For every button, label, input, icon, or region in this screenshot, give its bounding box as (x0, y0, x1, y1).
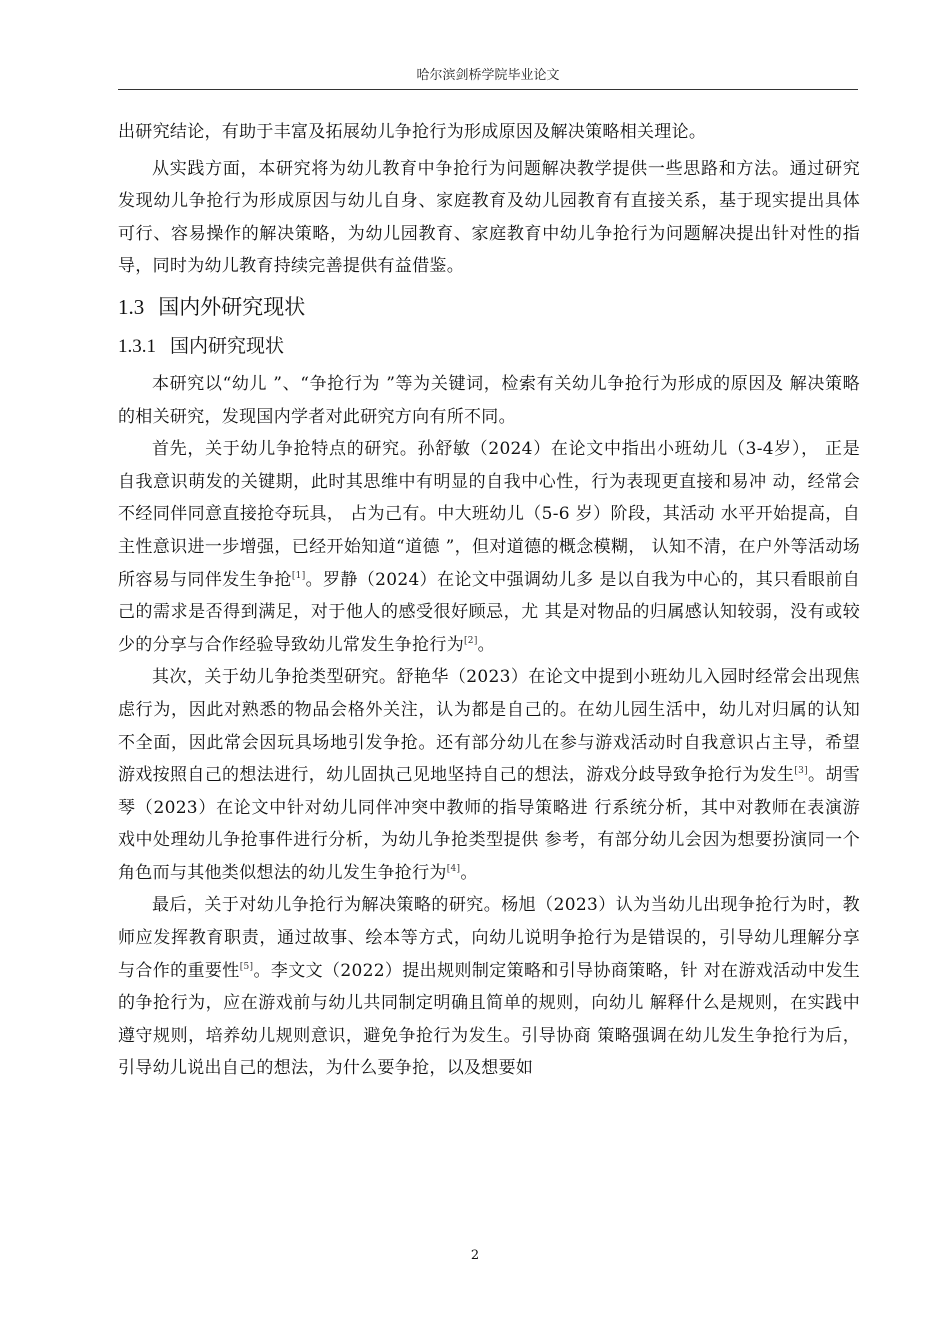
citation-3: [3] (794, 766, 808, 777)
text-span: 。罗静（2024）在论文中强调幼儿多 是以自我为中心的，其只看眼前自己的需求是否得到满足，对于他人的感受很好顾忌，尤 其是对物品的归属感认知较弱，没有或较少的分享与合作经验导致幼儿常发生争抢行为 (118, 569, 861, 655)
citation-5: [5] (239, 961, 254, 972)
subsection-number: 1.3.1 (118, 335, 156, 357)
subsection-heading-1-3-1 (118, 331, 860, 358)
text-span: 最后，关于对幼儿争抢行为解决策略的研究。杨旭（2023）认为当幼儿出现争抢行为时，教师应发挥教育职责，通过故事、绘本等方式，向幼儿说明争抢行为是错误的，引导幼儿理解分享与合作的重要性 (118, 895, 860, 981)
text-span: 。胡雪琴（2023）在论文中针对幼儿同伴冲突中教师的指导策略进 行系统分析，其中对教师在表演游戏中处理幼儿争抢事件进行分析，为幼儿争抢类型提供 参考，有部分幼儿会因为想要扮演同一个角色而与其他类似想法的幼儿发生争抢行为 (118, 765, 860, 883)
section-heading-1-3 (118, 291, 860, 321)
paragraph-theory-cont: 出研究结论，有助于丰富及拓展幼儿争抢行为形成原因及解决策略相关理论。 (118, 122, 707, 142)
section-number: 1.3 (118, 294, 145, 319)
paragraph-types (118, 661, 860, 889)
text-span: 。 (460, 862, 478, 883)
citation-1: [1] (291, 570, 306, 581)
text-span: 首先，关于幼儿争抢特点的研究。孙舒敏（2024）在论文中指出小班幼儿（3-4岁）， 正是自我意识萌发的关键期，此时其思维中有明显的自我中心性，行为表现更直接和易冲 动，经常会不经同伴同意直接抢夺玩具， 占为己有。中大班幼儿（5-6 岁）阶段，其活动 水平开始提高，自主性意识进一步增强，已经开始知道“道德 ”，但对道德的概念模糊， 认知不清，在户外等活动场所容易与同伴发生争抢 (118, 439, 860, 590)
page-number: 2 (470, 1248, 480, 1263)
section-title: 国内外研究现状 (158, 294, 306, 319)
paragraph-characteristics (118, 433, 860, 661)
running-header: 哈尔滨剑桥学院毕业论文 (118, 64, 858, 90)
citation-2: [2] (464, 635, 478, 646)
paragraph-keywords: 本研究以“幼儿 ”、“争抢行为 ”等为关键词，检索有关幼儿争抢行为形成的原因及 解决策略的相关研究，发现国内学者对此研究方向有所不同。 (118, 373, 860, 427)
paragraph-practice: 从实践方面，本研究将为幼儿教育中争抢行为问题解决教学提供一些思路和方法。通过研究发现幼儿争抢行为形成原因与幼儿自身、家庭教育及幼儿园教育有直接关系，基于现实提出具体可行、容易操作的解决策略，为幼儿园教育、家庭教育中幼儿争抢行为问题解决提出针对性的指导，同时为幼儿教育持续完善提供有益借鉴。 (118, 158, 860, 277)
text-span: 。 (477, 634, 495, 655)
citation-4: [4] (446, 863, 461, 874)
subsection-title: 国内研究现状 (170, 334, 285, 357)
paragraph-strategies (118, 889, 860, 1085)
text-span: 其次，关于幼儿争抢类型研究。舒艳华（2023）在论文中提到小班幼儿入园时经常会出现焦虑行为，因此对熟悉的物品会格外关注，认为都是自己的。在幼儿园生活中，幼儿对归属的认知不全面，因此常会因玩具场地引发争抢。还有部分幼儿在参与游戏活动时自我意识占主导，希望游戏按照自己的想法进行，幼儿固执己见地坚持自己的想法，游戏分歧导致争抢行为发生 (118, 667, 860, 786)
text-span: 。李文文（2022）提出规则制定策略和引导协商策略，针 对在游戏活动中发生的争抢行为，应在游戏前与幼儿共同制定明确且简单的规则，向幼儿 解释什么是规则，在实践中遵守规则，培养幼儿规则意识，避免争抢行为发生。引导协商 策略强调在幼儿发生争抢行为后，引导幼儿说出自己的想法，为什么要争抢，以及想要如 (118, 960, 861, 1079)
page-body (118, 116, 860, 1085)
